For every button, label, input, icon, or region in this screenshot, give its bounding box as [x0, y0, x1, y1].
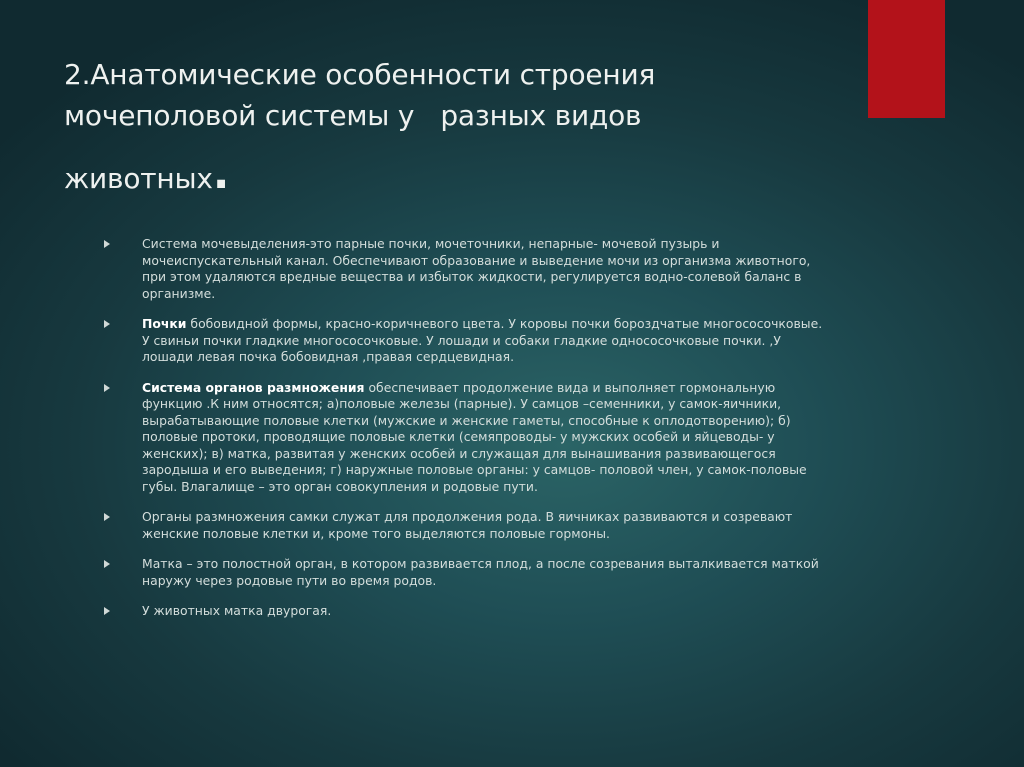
title-line-2: мочеполовой системы у разных видов	[64, 99, 642, 132]
bullet-item	[102, 236, 832, 302]
triangle-right-icon	[104, 513, 110, 521]
title-line-3-text: животных	[64, 162, 213, 195]
bullet-text: Матка – это полостной орган, в котором развивается плод, а после созревания выталкивается маткой наружу через родовые пути во время родов.	[142, 556, 819, 588]
bullet-text: Система мочевыделения-это парные почки, мочеточники, непарные- мочевой пузырь и мочеиспускательный канал. Обеспечивают образование и выведение мочи из организма животного, при этом удаляются вредные вещества и избыток жидкости, регулируется водно-солевой баланс в организме.	[142, 236, 811, 301]
bullet-item	[102, 556, 832, 589]
bullet-item	[102, 316, 832, 366]
title-line-1: 2.Анатомические особенности строения	[64, 58, 656, 91]
bullet-item	[102, 380, 832, 496]
bullet-text: У животных матка двурогая.	[142, 603, 332, 618]
triangle-right-icon	[104, 320, 110, 328]
bullet-list	[102, 236, 832, 634]
triangle-right-icon	[104, 607, 110, 615]
slide-title	[64, 54, 854, 199]
title-period: .	[212, 148, 230, 199]
bullet-text: обеспечивает продолжение вида и выполняет гормональную функцию .К ним относятся; а)половые железы (парные). У самцов –семенники, у самок-яичники, вырабатывающие половые клетки (мужские и женские гаметы, способные к оплодотворению); б) половые протоки, проводящие половые клетки (семяпроводы- у мужских особей и яйцеводы- у женских); в) матка, развитая у женских особей и служащая для вынашивания развивающегося зародыша и его выведения; г) наружные половые органы: у самцов- половой член, у самок-половые губы. Влагалище – это орган совокупления и родовые пути.	[142, 379, 807, 494]
triangle-right-icon	[104, 240, 110, 248]
triangle-right-icon	[104, 384, 110, 392]
triangle-right-icon	[104, 560, 110, 568]
bullet-text: бобовидной формы, красно-коричневого цвета. У коровы почки бороздчатые многососочковые. У свиньи почки гладкие многососочковые. У лошади и собаки гладкие однососочковые почки. ,У лошади левая почка бобовидная ,правая сердцевидная.	[142, 316, 823, 364]
bullet-item	[102, 509, 832, 542]
title-line-3	[64, 148, 854, 199]
bullet-lead: Почки	[142, 316, 187, 331]
bullet-text: Органы размножения самки служат для продолжения рода. В яичниках развиваются и созревают женские половые клетки и, кроме того выделяются половые гормоны.	[142, 509, 793, 541]
accent-bar	[868, 0, 945, 118]
bullet-lead: Система органов размножения	[142, 379, 365, 395]
bullet-item	[102, 603, 832, 620]
